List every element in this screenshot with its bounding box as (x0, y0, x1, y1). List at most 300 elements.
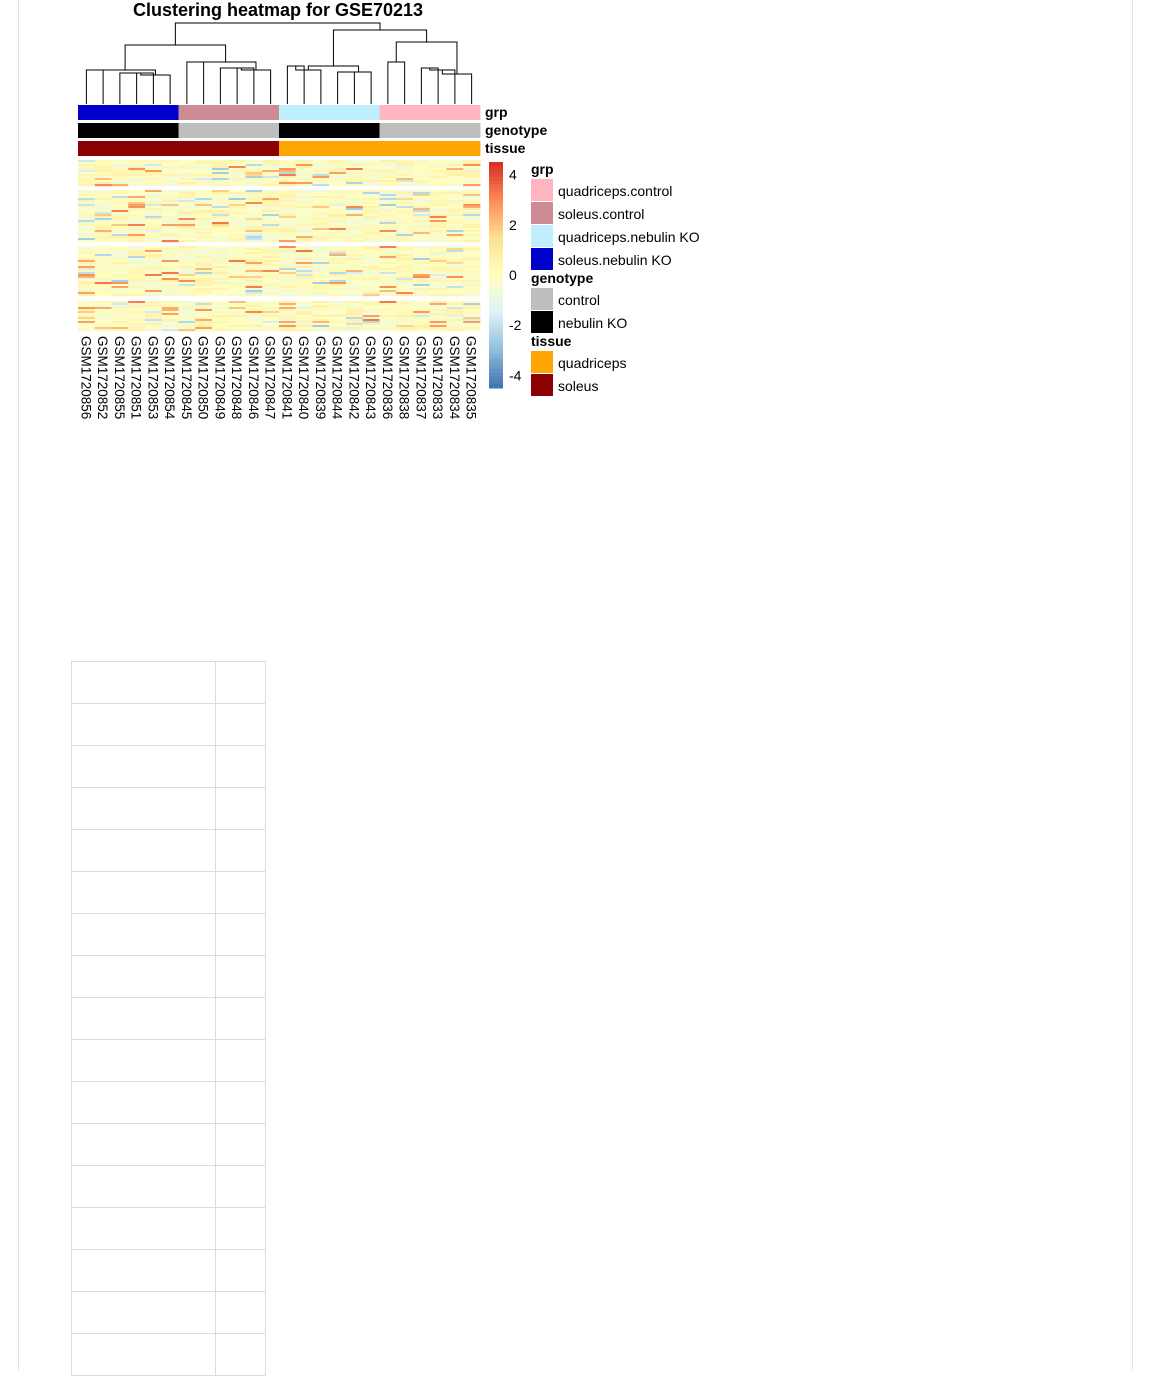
heatmap-cell (112, 325, 129, 327)
heatmap-cell (296, 278, 313, 280)
heatmap-cell (95, 182, 112, 184)
heatmap-cell (296, 303, 313, 305)
heatmap-cell (447, 252, 464, 254)
heatmap-cell (363, 202, 380, 204)
heatmap-cell (262, 174, 279, 176)
heatmap-cell (262, 210, 279, 212)
annotation-cell-grp (279, 105, 296, 120)
heatmap-cell (262, 194, 279, 196)
heatmap-cell (413, 278, 430, 280)
heatmap-cell (95, 208, 112, 210)
heatmap-cell (162, 204, 179, 206)
heatmap-cell (329, 268, 346, 270)
heatmap-cell (145, 164, 162, 166)
heatmap-cell (463, 220, 480, 222)
heatmap-cell (162, 315, 179, 317)
heatmap-cell (195, 250, 212, 252)
heatmap-cell (363, 212, 380, 214)
heatmap-cell (195, 305, 212, 307)
heatmap-cell (430, 319, 447, 321)
dendrogram-link (421, 68, 438, 104)
heatmap-cell (363, 238, 380, 240)
sample-label: GSM1720844 (329, 336, 345, 420)
heatmap-cell (78, 224, 95, 226)
heatmap-cell (246, 282, 263, 284)
heatmap-cell (229, 252, 246, 254)
heatmap-cell (229, 309, 246, 311)
color-scale-segment (489, 343, 503, 347)
heatmap-cell (262, 216, 279, 218)
heatmap-cell (346, 212, 363, 214)
heatmap-cell (112, 170, 129, 172)
heatmap-cell (329, 254, 346, 256)
heatmap-cell (346, 202, 363, 204)
heatmap-cell (396, 202, 413, 204)
annotation-cell-grp (212, 105, 229, 120)
legend-title: tissue (531, 333, 572, 349)
heatmap-cell (246, 192, 263, 194)
heatmap-cell (195, 301, 212, 303)
heatmap-cell (380, 258, 397, 260)
heatmap-cell (112, 192, 129, 194)
sample-label: GSM1720837 (413, 336, 429, 420)
heatmap-cell (279, 176, 296, 178)
heatmap-cell (413, 226, 430, 228)
heatmap-cell (145, 240, 162, 242)
heatmap-cell (212, 226, 229, 228)
heatmap-cell (296, 200, 313, 202)
heatmap-cell (145, 176, 162, 178)
heatmap-cell (78, 246, 95, 248)
heatmap-cell (329, 311, 346, 313)
heatmap-cell (296, 184, 313, 186)
heatmap-cell (313, 208, 330, 210)
heatmap-cell (128, 270, 145, 272)
heatmap-cell (195, 208, 212, 210)
heatmap-cell (212, 286, 229, 288)
heatmap-cell (346, 236, 363, 238)
heatmap-cell (212, 256, 229, 258)
heatmap-cell (430, 182, 447, 184)
heatmap-cell (430, 216, 447, 218)
heatmap-cell (112, 250, 129, 252)
color-scale-segment (489, 200, 503, 204)
legend-swatch (531, 311, 553, 333)
heatmap-cell (279, 266, 296, 268)
heatmap-cell (112, 184, 129, 186)
heatmap-cell (447, 311, 464, 313)
sample-label: GSM1720839 (312, 336, 328, 420)
heatmap-cell (447, 168, 464, 170)
heatmap-cell (128, 262, 145, 264)
heatmap-cell (112, 176, 129, 178)
heatmap-cell (112, 210, 129, 212)
legend-swatch (531, 225, 553, 247)
heatmap-cell (195, 282, 212, 284)
heatmap-cell (162, 214, 179, 216)
heatmap-cell (212, 198, 229, 200)
heatmap-cell (195, 238, 212, 240)
heatmap-cell (430, 305, 447, 307)
table-cell (216, 1040, 266, 1082)
heatmap-cell (246, 303, 263, 305)
heatmap-cell (112, 178, 129, 180)
heatmap-cell (145, 166, 162, 168)
heatmap-cell (246, 305, 263, 307)
heatmap-cell (430, 190, 447, 192)
heatmap-cell (279, 274, 296, 276)
heatmap-cell (463, 288, 480, 290)
heatmap-cell (78, 236, 95, 238)
heatmap-cell (380, 214, 397, 216)
annotation-cell-genotype (396, 123, 413, 138)
heatmap-cell (195, 290, 212, 292)
heatmap-cell (447, 174, 464, 176)
heatmap-cell (279, 178, 296, 180)
heatmap-cell (363, 313, 380, 315)
heatmap-cell (279, 172, 296, 174)
heatmap-cell (380, 238, 397, 240)
heatmap-cell (262, 182, 279, 184)
heatmap-cell (162, 264, 179, 266)
heatmap-cell (195, 178, 212, 180)
heatmap-cell (128, 224, 145, 226)
color-scale-segment (489, 222, 503, 226)
heatmap-cell (246, 234, 263, 236)
heatmap-cell (346, 272, 363, 274)
heatmap-cell (229, 327, 246, 329)
heatmap-cell (195, 307, 212, 309)
heatmap-cell (346, 162, 363, 164)
heatmap-cell (212, 305, 229, 307)
heatmap-cell (78, 222, 95, 224)
heatmap-cell (413, 317, 430, 319)
heatmap-cell (262, 286, 279, 288)
heatmap-cell (447, 248, 464, 250)
heatmap-cell (229, 305, 246, 307)
heatmap-cell (212, 170, 229, 172)
heatmap-cell (179, 262, 196, 264)
heatmap-cell (95, 307, 112, 309)
heatmap-cell (162, 194, 179, 196)
heatmap-cell (262, 260, 279, 262)
heatmap-cell (212, 204, 229, 206)
heatmap-cell (179, 160, 196, 162)
heatmap-cell (430, 184, 447, 186)
heatmap-cell (413, 264, 430, 266)
heatmap-cell (396, 166, 413, 168)
heatmap-cell (262, 228, 279, 230)
heatmap-cell (346, 182, 363, 184)
heatmap-cell (430, 264, 447, 266)
heatmap-cell (430, 258, 447, 260)
heatmap-cell (145, 198, 162, 200)
heatmap-cell (212, 172, 229, 174)
heatmap-cell (447, 290, 464, 292)
heatmap-cell (212, 196, 229, 198)
heatmap-cell (430, 303, 447, 305)
heatmap-cell (313, 214, 330, 216)
heatmap-cell (447, 192, 464, 194)
heatmap-cell (262, 301, 279, 303)
heatmap-cell (229, 202, 246, 204)
heatmap-cell (95, 162, 112, 164)
heatmap-cell (162, 220, 179, 222)
heatmap-cell (396, 200, 413, 202)
heatmap-cell (195, 206, 212, 208)
heatmap-cell (212, 164, 229, 166)
heatmap-cell (95, 248, 112, 250)
heatmap-cell (162, 208, 179, 210)
table-row (72, 830, 266, 872)
heatmap-cell (229, 254, 246, 256)
heatmap-cell (78, 274, 95, 276)
heatmap-cell (296, 168, 313, 170)
heatmap-cell (195, 200, 212, 202)
heatmap-cell (279, 222, 296, 224)
heatmap-cell (296, 286, 313, 288)
heatmap-cell (413, 196, 430, 198)
heatmap-cell (363, 230, 380, 232)
heatmap-cell (463, 329, 480, 331)
heatmap-cell (78, 184, 95, 186)
heatmap-cell (179, 206, 196, 208)
color-scale-segment (489, 267, 503, 271)
heatmap-cell (95, 270, 112, 272)
heatmap-cell (296, 210, 313, 212)
heatmap-cell (246, 208, 263, 210)
heatmap-cell (346, 290, 363, 292)
heatmap-cell (195, 204, 212, 206)
heatmap-cell (179, 222, 196, 224)
heatmap-cell (246, 274, 263, 276)
heatmap-cell (447, 270, 464, 272)
heatmap-cell (463, 162, 480, 164)
heatmap-cell (313, 305, 330, 307)
heatmap-cell (329, 234, 346, 236)
heatmap-cell (430, 168, 447, 170)
annotation-track-label: tissue (485, 140, 526, 156)
heatmap-cell (380, 172, 397, 174)
heatmap-cell (296, 166, 313, 168)
heatmap-cell (463, 323, 480, 325)
heatmap-cell (95, 214, 112, 216)
heatmap-cell (212, 176, 229, 178)
heatmap-cell (195, 216, 212, 218)
heatmap-cell (162, 240, 179, 242)
dendrogram-link (442, 70, 471, 104)
heatmap-cell (229, 274, 246, 276)
heatmap-cell (246, 311, 263, 313)
heatmap-cell (380, 230, 397, 232)
heatmap-cell (179, 232, 196, 234)
heatmap-cell (430, 230, 447, 232)
heatmap-cell (229, 184, 246, 186)
heatmap-cell (296, 305, 313, 307)
heatmap-cell (413, 228, 430, 230)
heatmap-cell (380, 292, 397, 294)
heatmap-cell (262, 236, 279, 238)
heatmap-cell (262, 162, 279, 164)
heatmap-cell (463, 260, 480, 262)
heatmap-cell (396, 272, 413, 274)
annotation-cell-genotype (346, 123, 363, 138)
heatmap-cell (396, 288, 413, 290)
heatmap-cell (179, 323, 196, 325)
heatmap-cell (229, 190, 246, 192)
heatmap-cell (396, 164, 413, 166)
heatmap-cell (380, 309, 397, 311)
heatmap-cell (463, 327, 480, 329)
heatmap-cell (279, 288, 296, 290)
heatmap-cell (313, 198, 330, 200)
heatmap-cell (262, 240, 279, 242)
heatmap-cell (128, 327, 145, 329)
heatmap-cell (246, 204, 263, 206)
heatmap-cell (246, 168, 263, 170)
annotation-cell-genotype (212, 123, 229, 138)
heatmap-cell (78, 268, 95, 270)
heatmap-cell (296, 232, 313, 234)
heatmap-cell (279, 214, 296, 216)
annotation-cell-grp (262, 105, 279, 120)
heatmap-cell (112, 194, 129, 196)
heatmap-cell (313, 260, 330, 262)
heatmap-cell (128, 218, 145, 220)
heatmap-cell (212, 160, 229, 162)
heatmap-cell (447, 208, 464, 210)
heatmap-cell (162, 260, 179, 262)
heatmap-cell (78, 206, 95, 208)
heatmap-cell (112, 204, 129, 206)
sample-label: GSM1720847 (262, 336, 278, 420)
heatmap-cell (363, 292, 380, 294)
heatmap-cell (246, 166, 263, 168)
heatmap-cell (396, 176, 413, 178)
heatmap-cell (279, 280, 296, 282)
heatmap-cell (413, 218, 430, 220)
heatmap-cell (396, 282, 413, 284)
heatmap-cell (447, 280, 464, 282)
heatmap-cell (413, 190, 430, 192)
heatmap-cell (195, 272, 212, 274)
color-scale-tick-label: 2 (509, 216, 517, 233)
heatmap-cell (128, 266, 145, 268)
heatmap-cell (296, 254, 313, 256)
heatmap-cell (162, 305, 179, 307)
heatmap-cell (363, 220, 380, 222)
heatmap-cell (162, 272, 179, 274)
heatmap-cell (195, 182, 212, 184)
heatmap-cell (346, 198, 363, 200)
heatmap-cell (447, 226, 464, 228)
heatmap-cell (262, 172, 279, 174)
annotation-track-label: genotype (485, 122, 548, 138)
heatmap-cell (112, 286, 129, 288)
heatmap-cell (413, 198, 430, 200)
heatmap-cell (430, 280, 447, 282)
heatmap-cell (128, 268, 145, 270)
heatmap-cell (346, 214, 363, 216)
heatmap-cell (380, 192, 397, 194)
heatmap-cell (396, 315, 413, 317)
heatmap-cell (396, 178, 413, 180)
heatmap-cell (346, 288, 363, 290)
heatmap-cell (346, 232, 363, 234)
heatmap-cell (195, 166, 212, 168)
heatmap-cell (329, 196, 346, 198)
annotation-cell-grp (95, 105, 112, 120)
heatmap-cell (179, 238, 196, 240)
heatmap-cell (162, 164, 179, 166)
heatmap-cell (296, 327, 313, 329)
heatmap-cell (195, 288, 212, 290)
heatmap-cell (128, 170, 145, 172)
heatmap-cell (195, 321, 212, 323)
heatmap-cell (447, 162, 464, 164)
heatmap-cell (195, 270, 212, 272)
heatmap-cell (162, 262, 179, 264)
heatmap-cell (413, 268, 430, 270)
heatmap-cell (145, 272, 162, 274)
annotation-cell-grp (145, 105, 162, 120)
heatmap-cell (313, 180, 330, 182)
heatmap-cell (145, 290, 162, 292)
heatmap-cell (229, 294, 246, 296)
heatmap-cell (329, 160, 346, 162)
heatmap-cell (145, 220, 162, 222)
heatmap-cell (128, 212, 145, 214)
heatmap-cell (112, 303, 129, 305)
heatmap-cell (229, 210, 246, 212)
heatmap-cell (78, 162, 95, 164)
heatmap-cell (179, 212, 196, 214)
heatmap-cell (128, 204, 145, 206)
heatmap-cell (430, 248, 447, 250)
heatmap-cell (279, 329, 296, 331)
heatmap-cell (313, 327, 330, 329)
heatmap-cell (162, 323, 179, 325)
annotation-cell-tissue (195, 141, 212, 156)
heatmap-cell (145, 325, 162, 327)
heatmap-cell (95, 184, 112, 186)
heatmap-cell (413, 252, 430, 254)
sample-label: GSM1720855 (111, 336, 127, 420)
heatmap-cell (396, 323, 413, 325)
heatmap-cell (346, 268, 363, 270)
heatmap-cell (128, 258, 145, 260)
heatmap-cell (313, 196, 330, 198)
legend-swatch (531, 202, 553, 224)
heatmap-cell (430, 276, 447, 278)
heatmap-cell (78, 208, 95, 210)
heatmap-cell (162, 321, 179, 323)
heatmap-cell (463, 222, 480, 224)
heatmap-cell (212, 311, 229, 313)
heatmap-cell (179, 258, 196, 260)
heatmap-cell (329, 202, 346, 204)
heatmap-cell (112, 230, 129, 232)
heatmap-cell (363, 270, 380, 272)
heatmap-cell (413, 305, 430, 307)
heatmap-cell (212, 220, 229, 222)
heatmap-cell (430, 208, 447, 210)
heatmap-cell (380, 303, 397, 305)
heatmap-cell (313, 210, 330, 212)
heatmap-cell (279, 180, 296, 182)
heatmap-cell (112, 224, 129, 226)
heatmap-cell (162, 286, 179, 288)
